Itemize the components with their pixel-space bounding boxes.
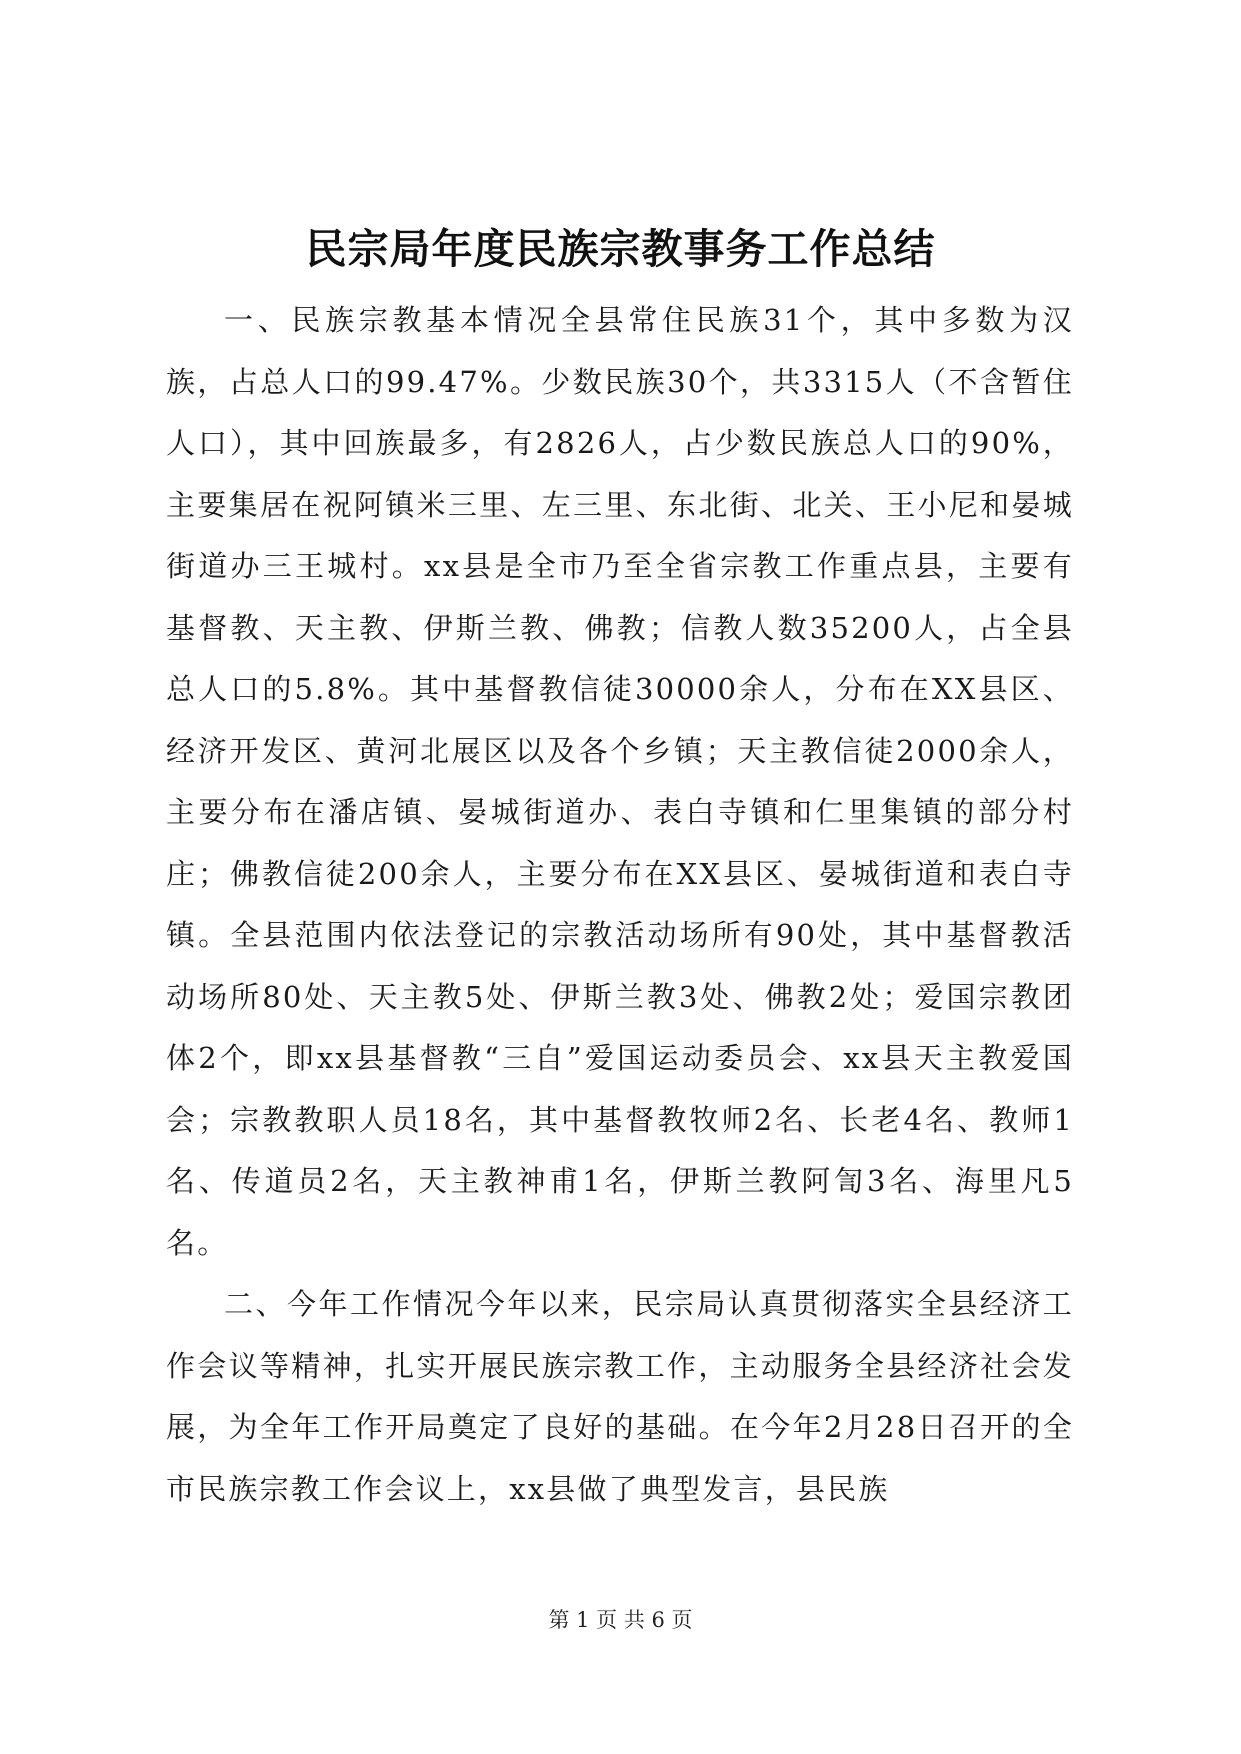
page-number-footer: 第 1 页 共 6 页 (548, 1608, 693, 1632)
paragraph-work-situation: 二、今年工作情况今年以来，民宗局认真贯彻落实全县经济工作会议等精神，扎实开展民族宗教工作，主动服务全县经济社会发展，为全年工作开局奠定了良好的基础。在今年2月28日召开的全市民族宗教工作会议上，xx县做了典型发言，县民族 (166, 1287, 1074, 1506)
paragraph-basic-situation: 一、民族宗教基本情况全县常住民族31个，其中多数为汉族，占总人口的99.47%。少数民族30个，共3315人（不含暂住人口），其中回族最多，有2826人，占少数民族总人口的90%，主要集居在祝阿镇米三里、左三里、东北街、北关、王小尼和晏城街道办三王城村。xx县是全市乃至全省宗教工作重点县，主要有基督教、天主教、伊斯兰教、佛教；信教人数35200人，占全县总人口的5.8%。其中基督教信徒30000余人，分布在XX县区、经济开发区、黄河北展区以及各个乡镇；天主教信徒2000余人，主要分布在潘店镇、晏城街道办、表白寺镇和仁里集镇的部分村庄；佛教信徒200余人，主要分布在XX县区、晏城街道和表白寺镇。全县范围内依法登记的宗教活动场所有90处，其中基督教活动场所80处、天主教5处、伊斯兰教3处、佛教2处；爱国宗教团体2个，即xx县基督教“三自”爱国运动委员会、xx县天主教爱国会；宗教教职人员18名，其中基督教牧师2名、长老4名、教师1名、传道员2名，天主教神甫1名，伊斯兰教阿訇3名、海里凡5名。 (166, 303, 1074, 1260)
document-title: 民宗局年度民族宗教事务工作总结 (305, 225, 936, 273)
document-body (166, 290, 1074, 1520)
